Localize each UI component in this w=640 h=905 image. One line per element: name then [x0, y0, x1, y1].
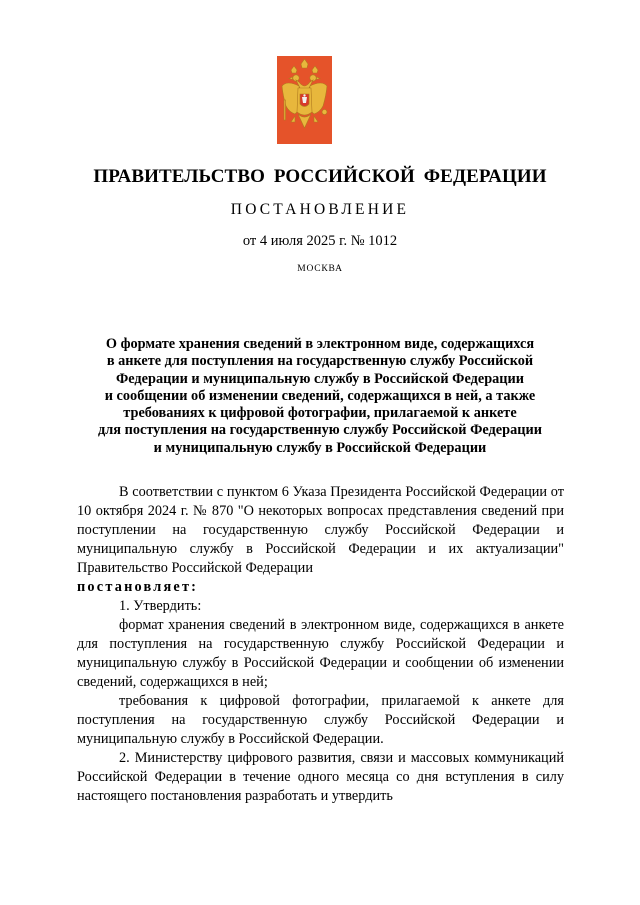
intro-text: В соответствии с пунктом 6 Указа Президента Российской Федерации от 10 октября 2024 г. № 870 "О некоторых вопросах представления сведений при поступлении на государственную службу Российской Федерации и муниципальную службу в Российской Федерации и их актуализации" Правительство Российской Федерации — [77, 484, 564, 576]
subject-line: О формате хранения сведений в электронном виде, содержащихся — [105, 336, 535, 352]
document-type: ПОСТАНОВЛЕНИЕ — [230, 201, 410, 218]
subject-line: в анкете для поступления на государственную службу Российской — [106, 353, 534, 370]
coat-of-arms-graphic — [277, 56, 332, 144]
subject-line: для поступления на государственную службу Российской Федерации — [98, 422, 542, 439]
item-2: 2. Министерству цифрового развития, связи и массовых коммуникаций Российской Федерации в течение одного месяца со дня вступления в силу настоящего постановления разработать и утвердить — [77, 750, 564, 804]
intro-paragraph — [77, 483, 564, 597]
decree-word: постановляет: — [77, 579, 199, 595]
subject-line: и сообщении об изменении сведений, содержащихся в ней, а также — [104, 387, 536, 404]
subject-line: Федерации и муниципальную службу в Российской Федерации — [115, 370, 525, 387]
item-1a: формат хранения сведений в электронном виде, содержащихся в анкете для поступления на государственную службу Российской Федерации и муниципальную службу в Российской Федерации и сообщении об изменении сведений, содержащихся в ней; — [77, 617, 564, 690]
document-body — [77, 483, 564, 806]
document-date-number: от 4 июля 2025 г. № 1012 — [242, 233, 398, 249]
document-subject — [60, 336, 580, 457]
coat-of-arms-icon — [277, 56, 332, 144]
subject-line: и муниципальную службу в Российской Федерации — [153, 439, 487, 456]
item-1: 1. Утвердить: — [119, 598, 202, 614]
subject-line: требованиях к цифровой фотографии, прилагаемой к анкете — [123, 405, 517, 422]
document-city: МОСКВА — [297, 264, 343, 274]
item-1b: требования к цифровой фотографии, прилагаемой к анкете для поступления на государственную службу Российской Федерации и муниципальную службу в Российской Федерации. — [77, 693, 564, 747]
government-title: ПРАВИТЕЛЬСТВО РОССИЙСКОЙ ФЕДЕРАЦИИ — [93, 166, 547, 187]
